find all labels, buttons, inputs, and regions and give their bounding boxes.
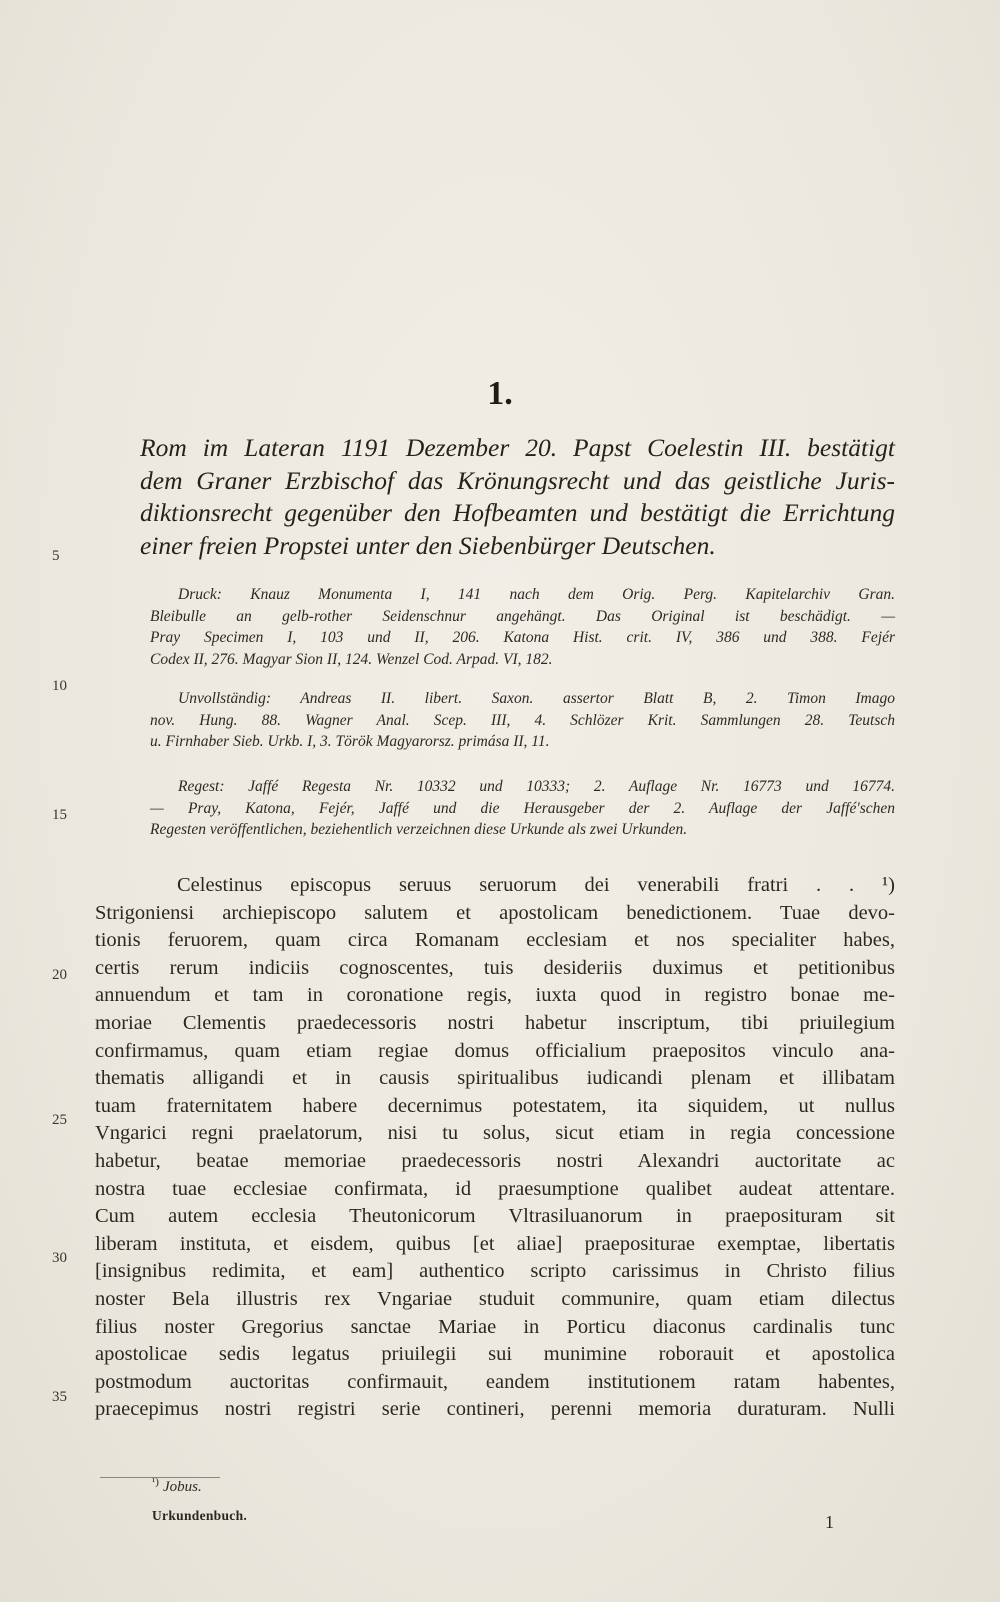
footnote xyxy=(152,1476,202,1496)
page-number: 1 xyxy=(825,1512,834,1532)
charter-line: Strigoniensi archiepiscopo salutem et apostolicam benedictionem. Tuae devo- xyxy=(95,901,895,924)
charter-line: annuendum et tam in coronatione regis, iuxta quod in registro bonae me- xyxy=(95,984,895,1007)
sources-druck xyxy=(150,584,895,670)
charter-line: postmodum auctoritas confirmauit, eandem institutionem ratam habentes, xyxy=(95,1370,895,1393)
heading-line: Rom im Lateran 1191 Dezember 20. Papst Coelestin III. bestätigt xyxy=(140,433,895,462)
charter-text xyxy=(95,872,895,1424)
charter-line: thematis alligandi et in causis spiritualibus iudicandi plenam et illibatam xyxy=(95,1067,895,1090)
source-line: Regesten veröffentlichen, beziehentlich verzeichnen diese Urkunde als zwei Urkunden. xyxy=(150,821,688,838)
source-line: Regest: Jaffé Regesta Nr. 10332 und 10333; 2. Auflage Nr. 16773 und 16774. xyxy=(178,778,895,795)
charter-line: nostra tuae ecclesiae confirmata, id praesumptione qualibet audeat attentare. xyxy=(95,1177,895,1200)
charter-line: Cum autem ecclesia Theutonicorum Vltrasiluanorum in praeposituram sit xyxy=(95,1205,895,1228)
line-number: 25 xyxy=(52,1112,67,1128)
footnote-text: Jobus. xyxy=(162,1479,202,1495)
source-line: Druck: Knauz Monumenta I, 141 nach dem Orig. Perg. Kapitelarchiv Gran. xyxy=(178,586,895,603)
running-footer: Urkundenbuch. xyxy=(152,1508,248,1523)
sources-regest xyxy=(150,776,895,841)
line-number: 5 xyxy=(52,548,60,564)
charter-line: liberam instituta, et eisdem, quibus [et aliae] praepositurae exemptae, libertatis xyxy=(95,1232,895,1255)
line-number: 20 xyxy=(52,967,67,983)
document-number: 1. xyxy=(487,375,513,412)
charter-line: moriae Clementis praedecessoris nostri habetur inscriptum, tibi priuilegium xyxy=(95,1011,895,1034)
charter-line: tionis feruorem, quam circa Romanam ecclesiam et nos specialiter habes, xyxy=(95,929,895,952)
heading-line: dem Graner Erzbischof das Krönungsrecht und das geistliche Juris- xyxy=(140,465,895,495)
line-number: 15 xyxy=(52,807,67,823)
charter-line: noster Bela illustris rex Vngariae studuit communire, quam etiam dilectus xyxy=(95,1287,895,1310)
charter-line: tuam fraternitatem habere decernimus potestatem, ita siquidem, ut nullus xyxy=(95,1094,895,1117)
charter-line: habetur, beatae memoriae praedecessoris nostri Alexandri auctoritate ac xyxy=(95,1149,895,1172)
source-line: Bleibulle an gelb-rother Seidenschnur angehängt. Das Original ist beschädigt. — xyxy=(150,607,895,625)
footnote-mark: ¹) xyxy=(152,1476,159,1488)
source-line: Codex II, 276. Magyar Sion II, 124. Wenzel Cod. Arpad. VI, 182. xyxy=(150,650,553,668)
line-number: 30 xyxy=(52,1250,67,1266)
line-number: 10 xyxy=(52,678,67,694)
heading-line: diktionsrecht gegenüber den Hofbeamten und bestätigt die Errichtung xyxy=(140,498,895,527)
charter-line: filius noster Gregorius sanctae Mariae in Porticu diaconus cardinalis tunc xyxy=(95,1315,895,1338)
sources-unvollstaendig xyxy=(150,688,895,753)
charter-line: Celestinus episcopus seruus seruorum dei venerabili fratri . . ¹) xyxy=(177,874,895,896)
heading-line: einer freien Propstei unter den Siebenbürger Deutschen. xyxy=(140,530,716,560)
source-line: nov. Hung. 88. Wagner Anal. Scep. III, 4. Schlözer Krit. Sammlungen 28. Teutsch xyxy=(150,711,895,729)
charter-line: Vngarici regni praelatorum, nisi tu solus, sicut etiam in regia concessione xyxy=(95,1122,895,1145)
document-heading xyxy=(140,432,895,562)
source-line: Unvollständig: Andreas II. libert. Saxon. assertor Blatt B, 2. Timon Imago xyxy=(178,690,895,707)
source-line: Pray Specimen I, 103 und II, 206. Katona Hist. crit. IV, 386 und 388. Fejér xyxy=(150,629,895,646)
charter-line: apostolicae sedis legatus priuilegii sui munimine roborauit et apostolica xyxy=(95,1343,895,1366)
line-number: 35 xyxy=(52,1389,67,1405)
charter-line: certis rerum indiciis cognoscentes, tuis desideriis duximus et petitionibus xyxy=(95,956,895,979)
source-line: — Pray, Katona, Fejér, Jaffé und die Herausgeber der 2. Auflage der Jaffé'schen xyxy=(150,799,895,817)
charter-line: [insignibus redimita, et eam] authentico scripto carissimus in Christo filius xyxy=(95,1260,895,1283)
charter-line: confirmamus, quam etiam regiae domus officialium praepositos vinculo ana- xyxy=(95,1039,895,1062)
source-line: u. Firnhaber Sieb. Urkb. I, 3. Török Magyarorsz. primása II, 11. xyxy=(150,733,550,750)
charter-line: praecepimus nostri registri serie contineri, perenni memoria duraturam. Nulli xyxy=(95,1398,895,1421)
